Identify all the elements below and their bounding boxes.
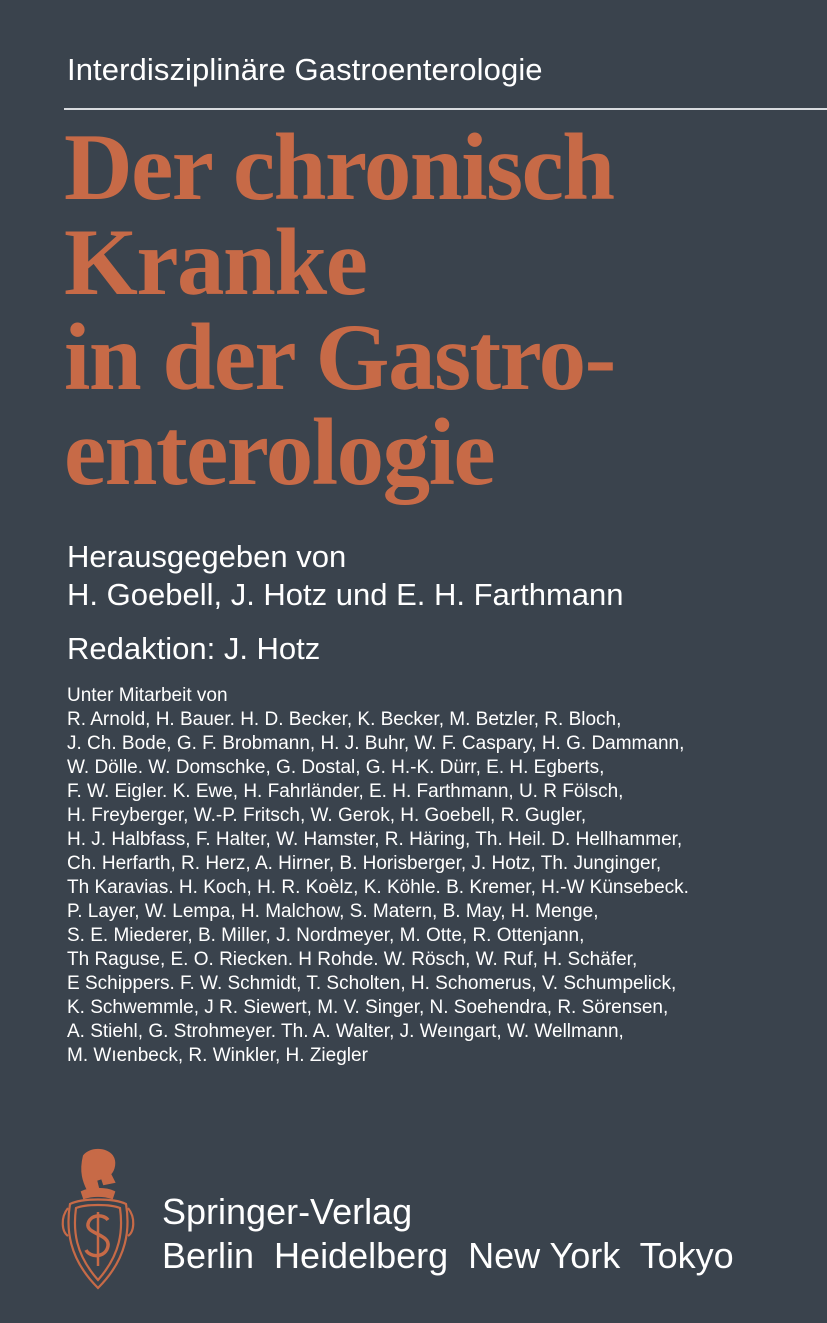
- contributor-line: J. Ch. Bode, G. F. Brobmann, H. J. Buhr, W. F. Caspary, H. G. Dammann,: [67, 733, 685, 754]
- contributor-line: E Schippers. F. W. Schmidt, T. Scholten, H. Schomerus, V. Schumpelick,: [67, 973, 677, 994]
- editors-block: [67, 538, 624, 614]
- publisher-cities: Berlin Heidelberg New York Tokyo: [162, 1235, 734, 1276]
- publisher-name: Springer-Verlag: [162, 1191, 413, 1232]
- editors-label: Herausgegeben von: [67, 539, 347, 574]
- contributor-line: Ch. Herfarth, R. Herz, A. Hirner, B. Horisberger, J. Hotz, Th. Junginger,: [67, 853, 662, 874]
- contributor-line: M. Wıenbeck, R. Winkler, H. Ziegler: [67, 1045, 368, 1066]
- contributor-line: P. Layer, W. Lempa, H. Malchow, S. Matern, B. May, H. Menge,: [67, 901, 599, 922]
- contributor-line: Th Karavias. H. Koch, H. R. Koèlz, K. Köhle. B. Kremer, H.-W Künsebeck.: [67, 877, 689, 898]
- contributor-line: H. J. Halbfass, F. Halter, W. Hamster, R. Häring, Th. Heil. D. Hellhammer,: [67, 829, 683, 850]
- book-title: [64, 114, 804, 505]
- springer-knight-logo-icon: [58, 1148, 138, 1296]
- contributor-line: Th Raguse, E. O. Riecken. H Rohde. W. Rösch, W. Ruf, H. Schäfer,: [67, 949, 638, 970]
- title-line-3: in der Gastro-: [64, 304, 615, 410]
- contributor-line: W. Dölle. W. Domschke, G. Dostal, G. H.-K. Dürr, E. H. Egberts,: [67, 757, 605, 778]
- series-divider: [64, 108, 827, 110]
- publisher-block: [162, 1190, 734, 1278]
- contributor-line: F. W. Eigler. K. Ewe, H. Fahrländer, E. H. Farthmann, U. R Fölsch,: [67, 781, 624, 802]
- contributors-label: Unter Mitarbeit von: [67, 685, 228, 706]
- title-line-2: Kranke: [64, 209, 367, 315]
- contributor-line: R. Arnold, H. Bauer. H. D. Becker, K. Becker, M. Betzler, R. Bloch,: [67, 709, 622, 730]
- contributors-block: [67, 684, 689, 1068]
- title-line-1: Der chronisch: [64, 114, 614, 220]
- contributor-line: A. Stiehl, G. Strohmeyer. Th. A. Walter, J. Weıngart, W. Wellmann,: [67, 1021, 624, 1042]
- contributor-line: K. Schwemmle, J R. Siewert, M. V. Singer, N. Soehendra, R. Sörensen,: [67, 997, 669, 1018]
- editors-names: H. Goebell, J. Hotz und E. H. Farthmann: [67, 577, 624, 612]
- series-title: Interdisziplinäre Gastroenterologie: [67, 52, 543, 87]
- contributor-line: H. Freyberger, W.-P. Fritsch, W. Gerok, H. Goebell, R. Gugler,: [67, 805, 587, 826]
- title-line-4: enterologie: [64, 399, 495, 505]
- redaktion: Redaktion: J. Hotz: [67, 631, 321, 666]
- contributor-line: S. E. Miederer, B. Miller, J. Nordmeyer, M. Otte, R. Ottenjann,: [67, 925, 585, 946]
